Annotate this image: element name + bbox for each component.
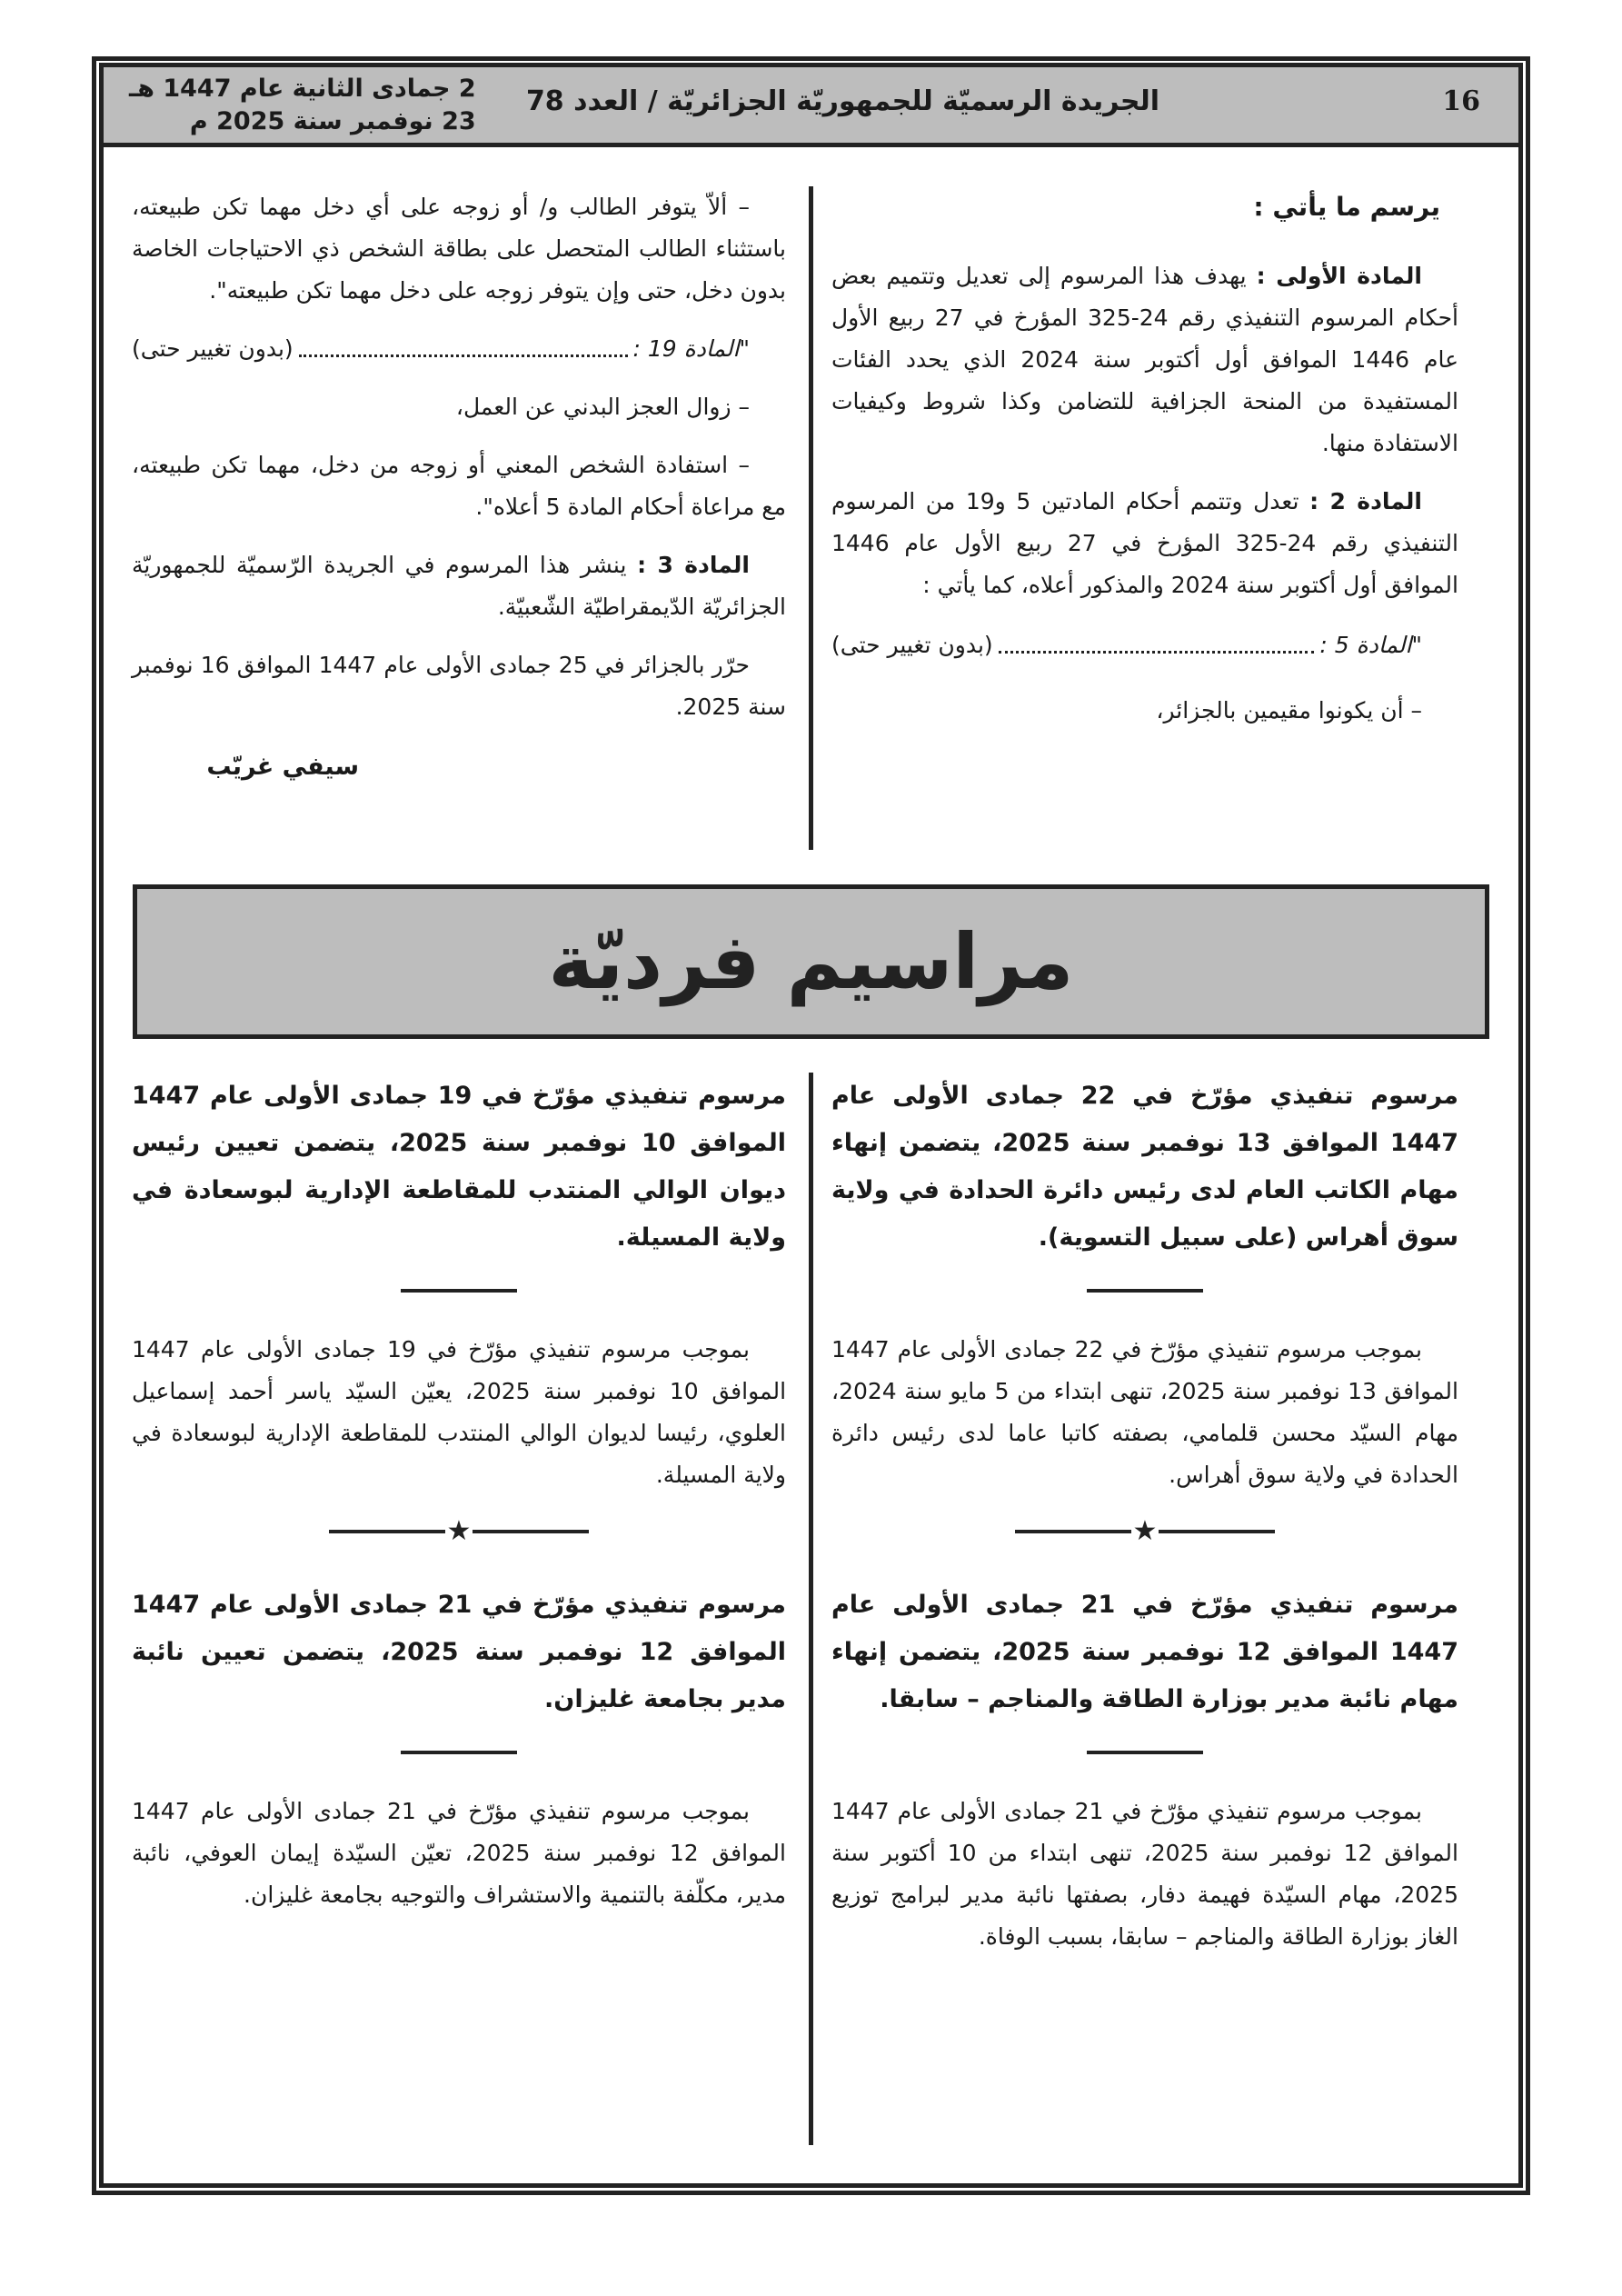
- article-2: [831, 481, 1458, 606]
- article-3: [132, 544, 786, 628]
- issue-date: [129, 73, 476, 138]
- done-at: حرّر بالجزائر في 25 جمادى الأولى عام 1447 الموافق 16 نوفمبر سنة 2025.: [132, 652, 786, 720]
- date-gregorian: 23 نوفمبر سنة 2025 م: [189, 107, 476, 135]
- title-separator: [1087, 1751, 1203, 1754]
- title-separator: [401, 1751, 517, 1754]
- decree-body: بموجب مرسوم تنفيذي مؤرّخ في 22 جمادى الأولى عام 1447 الموافق 13 نوفمبر سنة 2025، تنهى ابتداء من 5 مايو سنة 2024، مهام السيّد محسن قلمامي، بصفته كاتبا عاما لدى رئيس دائرة الحدادة في ولاية سوق أهراس.: [831, 1336, 1458, 1488]
- section-banner: [133, 884, 1489, 1039]
- article-5-item: – أن يكونوا مقيمين بالجزائر،: [1156, 697, 1422, 724]
- dotted-leader: [299, 328, 628, 357]
- lower-left-column: [132, 1073, 786, 1932]
- article-19-label: "المادة 19 :: [632, 335, 750, 362]
- article-1: [831, 255, 1458, 464]
- article-19-item-1: – زوال العجز البدني عن العمل،: [455, 394, 750, 420]
- article-5-label: "المادة 5 :: [1319, 632, 1422, 658]
- column-divider-upper: [809, 186, 813, 850]
- title-separator: [1087, 1289, 1203, 1293]
- article-19-item-2: – استفادة الشخص المعني أو زوجه من دخل، مهما تكن طبيعته، مع مراعاة أحكام المادة 5 أعلاه".: [132, 452, 786, 520]
- decree-item: [132, 1582, 786, 1916]
- income-condition: – ألاّ يتوفر الطالب و/ أو زوجه على أي دخل مهما تكن طبيعته، باستثناء الطالب المتحصل على بطاقة الشخص ذي الاحتياجات الخاصة بدون دخل، حتى وإن يتوفر زوجه على دخل مهما تكن طبيعته".: [132, 194, 786, 304]
- journal-title: الجريدة الرسميّة للجمهوريّة الجزائريّة / العدد 78: [525, 85, 1159, 117]
- decrees-intro: يرسم ما يأتي :: [1253, 192, 1440, 222]
- decree-title: مرسوم تنفيذي مؤرّخ في 21 جمادى الأولى عام 1447 الموافق 12 نوفمبر سنة 2025، يتضمن إنهاء مهام نائبة مدير بوزارة الطاقة والمناجم – سابقا.: [831, 1591, 1459, 1713]
- decree-title: مرسوم تنفيذي مؤرّخ في 21 جمادى الأولى عام 1447 الموافق 12 نوفمبر سنة 2025، يتضمن تعيين نائبة مدير بجامعة غليزان.: [132, 1591, 787, 1713]
- decree-body: بموجب مرسوم تنفيذي مؤرّخ في 21 جمادى الأولى عام 1447 الموافق 12 نوفمبر سنة 2025، تنهى ابتداء من 10 أكتوبر سنة 2025، مهام السيّدة فهيمة دفار، بصفتها نائبة مدير لبرامج توزيع الغاز بوزارة الطاقة والمناجم – سابقا، بسبب الوفاة.: [831, 1798, 1458, 1950]
- signature: سيفي غريّب: [206, 753, 359, 781]
- article-1-text: يهدف هذا المرسوم إلى تعديل وتتميم بعض أحكام المرسوم التنفيذي رقم 24-325 المؤرخ في 27 ربيع الأول عام 1446 الموافق أول أكتوبر سنة 2024 الذي يحدد الفئات المستفيدة من المنحة الجزافية للتضامن وكذا شروط وكيفيات الاستفادة منها.: [831, 263, 1458, 456]
- decree-item: [831, 1073, 1458, 1496]
- article-2-text: تعدل وتتمم أحكام المادتين 5 و19 من المرسوم التنفيذي رقم 24-325 المؤرخ في 27 ربيع الأول عام 1446 الموافق أول أكتوبر سنة 2024 والمذكور أعلاه، كما يأتي :: [831, 488, 1458, 598]
- star-separator: [831, 1515, 1458, 1547]
- decree-item: [831, 1582, 1458, 1958]
- decree-title: مرسوم تنفيذي مؤرّخ في 22 جمادى الأولى عام 1447 الموافق 13 نوفمبر سنة 2025، يتضمن إنهاء مهام الكاتب العام لدى رئيس دائرة الحدادة في ولاية سوق أهراس (على سبيل التسوية).: [831, 1082, 1459, 1252]
- page-number: 16: [1442, 85, 1480, 117]
- star-icon: ★: [446, 1515, 472, 1547]
- star-separator: [132, 1515, 786, 1547]
- title-separator: [401, 1289, 517, 1293]
- star-icon: ★: [1132, 1515, 1158, 1547]
- upper-right-column: [831, 186, 1458, 748]
- page-header: [104, 67, 1518, 147]
- date-hijri: 2 جمادى الثانية عام 1447 هـ: [129, 75, 476, 103]
- upper-left-column: [132, 186, 786, 804]
- article-19-unchanged: (بدون تغيير حتى): [132, 335, 294, 362]
- lower-right-column: [831, 1073, 1458, 1974]
- article-3-text: ينشر هذا المرسوم في الجريدة الرّسميّة للجمهوريّة الجزائريّة الدّيمقراطيّة الشّعبيّة.: [132, 552, 786, 620]
- article-2-label: المادة 2 :: [1309, 488, 1422, 514]
- article-1-label: المادة الأولى :: [1256, 263, 1422, 289]
- column-divider-lower: [809, 1073, 813, 2145]
- decree-body: بموجب مرسوم تنفيذي مؤرّخ في 21 جمادى الأولى عام 1447 الموافق 12 نوفمبر سنة 2025، تعيّن السيّدة إيمان العوفي، نائبة مدير، مكلّفة بالتنمية والاستشراف والتوجيه بجامعة غليزان.: [132, 1798, 786, 1908]
- section-title: مراسيم فرديّة: [548, 917, 1074, 1006]
- article-5-quote: [831, 624, 1422, 666]
- decree-title: مرسوم تنفيذي مؤرّخ في 19 جمادى الأولى عام 1447 الموافق 10 نوفمبر سنة 2025، يتضمن تعيين رئيس ديوان الوالي المنتدب للمقاطعة الإدارية لبوسعادة في ولاية المسيلة.: [132, 1082, 786, 1252]
- decree-item: [132, 1073, 786, 1496]
- article-3-label: المادة 3 :: [637, 552, 750, 578]
- dotted-leader: [999, 624, 1315, 654]
- article-5-unchanged: (بدون تغيير حتى): [831, 632, 993, 658]
- decree-body: بموجب مرسوم تنفيذي مؤرّخ في 19 جمادى الأولى عام 1447 الموافق 10 نوفمبر سنة 2025، يعيّن السيّد ياسر أحمد إسماعيل العلوي، رئيسا لديوان الوالي المنتدب للمقاطعة الإدارية لبوسعادة في ولاية المسيلة.: [132, 1336, 787, 1488]
- article-19-quote: [132, 328, 750, 370]
